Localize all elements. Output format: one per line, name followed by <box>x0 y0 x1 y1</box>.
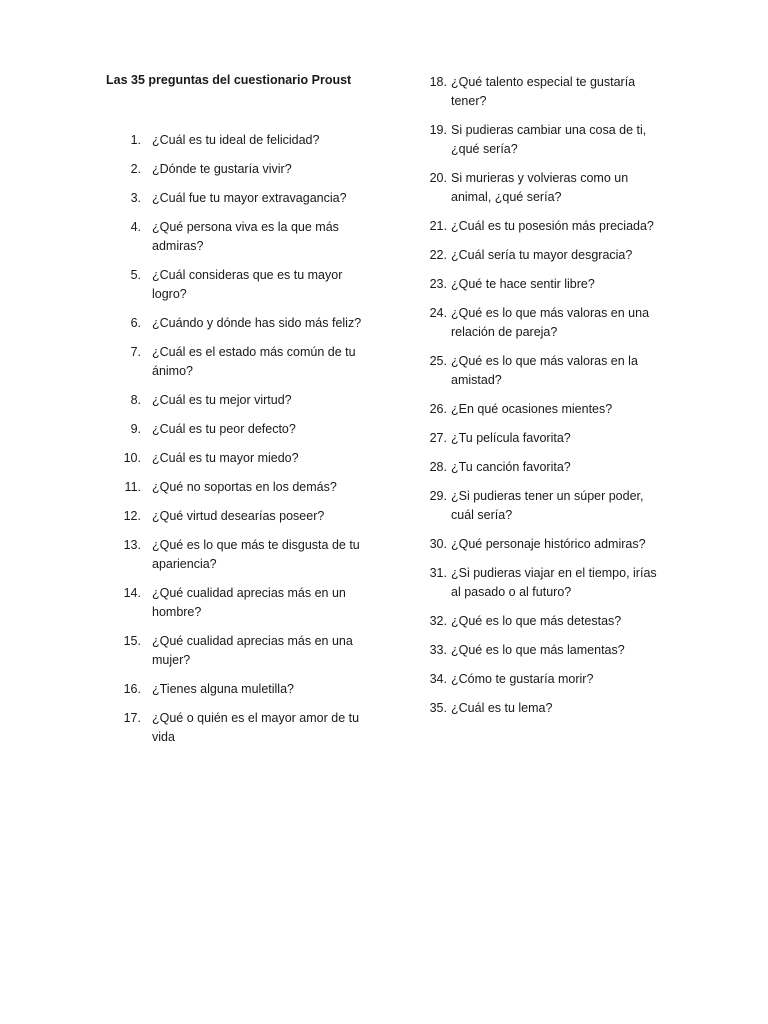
question-item <box>421 217 666 236</box>
question-item <box>121 218 366 256</box>
question-item <box>121 343 366 381</box>
question-text: ¿Qué es lo que más valoras en la amistad? <box>451 354 638 387</box>
document-title: Las 35 preguntas del cuestionario Proust <box>106 73 352 87</box>
question-text: ¿Si pudieras viajar en el tiempo, irías al pasado o al futuro? <box>451 566 657 599</box>
question-item <box>421 641 666 660</box>
question-text: ¿Qué personaje histórico admiras? <box>451 537 646 551</box>
question-item <box>121 314 366 333</box>
question-item <box>121 131 366 150</box>
question-text: ¿Cuál sería tu mayor desgracia? <box>451 248 633 262</box>
question-number: 18. <box>429 75 447 89</box>
question-number: 10. <box>123 451 141 465</box>
question-text: ¿Cuál es tu posesión más preciada? <box>451 219 654 233</box>
question-text: ¿Cuál es tu peor defecto? <box>152 422 296 436</box>
question-item <box>121 189 366 208</box>
question-number: 35. <box>429 701 447 715</box>
question-item <box>121 266 366 304</box>
question-number: 21. <box>429 219 447 233</box>
question-item <box>421 429 666 448</box>
question-list-left <box>121 131 366 757</box>
question-item <box>421 275 666 294</box>
question-item <box>421 169 666 207</box>
question-item <box>121 584 366 622</box>
question-number: 32. <box>429 614 447 628</box>
question-item <box>121 478 366 497</box>
question-item <box>421 400 666 419</box>
question-text: ¿Qué cualidad aprecias más en una mujer? <box>152 634 353 667</box>
question-text: ¿Tu canción favorita? <box>451 460 571 474</box>
question-item <box>421 699 666 718</box>
question-number: 29. <box>429 489 447 503</box>
question-number: 23. <box>429 277 447 291</box>
question-item <box>121 449 366 468</box>
question-item <box>421 612 666 631</box>
question-item <box>421 121 666 159</box>
question-item <box>421 352 666 390</box>
question-number: 30. <box>429 537 447 551</box>
question-number: 3. <box>130 191 141 205</box>
question-number: 1. <box>130 133 141 147</box>
question-text: ¿Dónde te gustaría vivir? <box>152 162 292 176</box>
question-number: 28. <box>429 460 447 474</box>
question-number: 22. <box>429 248 447 262</box>
question-number: 24. <box>429 306 447 320</box>
question-item <box>121 536 366 574</box>
question-text: ¿Qué es lo que más valoras en una relación de pareja? <box>451 306 650 339</box>
question-number: 4. <box>130 220 141 234</box>
question-text: ¿Cómo te gustaría morir? <box>451 672 594 686</box>
question-text: ¿Cuándo y dónde has sido más feliz? <box>152 316 362 330</box>
question-item <box>121 391 366 410</box>
question-text: ¿Cuál es tu lema? <box>451 701 553 715</box>
question-text: ¿Qué es lo que más lamentas? <box>451 643 625 657</box>
question-number: 13. <box>123 538 141 552</box>
question-text: ¿Cuál es tu mayor miedo? <box>152 451 299 465</box>
question-text: ¿Cuál es el estado más común de tu ánimo? <box>152 345 356 378</box>
question-text: ¿Qué virtud desearías poseer? <box>152 509 325 523</box>
question-item <box>121 420 366 439</box>
question-number: 8. <box>130 393 141 407</box>
question-text: ¿Qué no soportas en los demás? <box>152 480 337 494</box>
question-text: ¿Tu película favorita? <box>451 431 571 445</box>
question-text: ¿Qué es lo que más te disgusta de tu apariencia? <box>152 538 360 571</box>
question-number: 2. <box>130 162 141 176</box>
question-number: 20. <box>429 171 447 185</box>
question-number: 15. <box>123 634 141 648</box>
question-item <box>421 564 666 602</box>
question-number: 31. <box>429 566 447 580</box>
question-number: 25. <box>429 354 447 368</box>
question-text: Si murieras y volvieras como un animal, ¿qué sería? <box>451 171 629 204</box>
question-text: ¿Qué talento especial te gustaría tener? <box>451 75 636 108</box>
question-number: 7. <box>130 345 141 359</box>
question-number: 11. <box>124 480 141 494</box>
question-text: ¿Tienes alguna muletilla? <box>152 682 294 696</box>
question-number: 17. <box>123 711 141 725</box>
question-item <box>121 709 366 747</box>
question-number: 34. <box>429 672 447 686</box>
question-item <box>121 632 366 670</box>
question-item <box>121 160 366 179</box>
question-text: ¿Cuál consideras que es tu mayor logro? <box>152 268 343 301</box>
question-number: 14. <box>123 586 141 600</box>
question-number: 27. <box>429 431 447 445</box>
question-number: 26. <box>429 402 447 416</box>
question-text: ¿Qué es lo que más detestas? <box>451 614 622 628</box>
question-text: Si pudieras cambiar una cosa de ti, ¿qué sería? <box>451 123 647 156</box>
question-number: 6. <box>130 316 141 330</box>
question-list-right <box>421 73 666 728</box>
question-item <box>421 487 666 525</box>
question-number: 16. <box>123 682 141 696</box>
question-text: ¿Cuál es tu mejor virtud? <box>152 393 292 407</box>
question-number: 33. <box>429 643 447 657</box>
question-item <box>121 680 366 699</box>
question-item <box>421 458 666 477</box>
question-number: 19. <box>429 123 447 137</box>
question-number: 12. <box>123 509 141 523</box>
question-text: ¿Cuál fue tu mayor extravagancia? <box>152 191 347 205</box>
question-text: ¿Qué te hace sentir libre? <box>451 277 595 291</box>
question-text: ¿Qué persona viva es la que más admiras? <box>152 220 339 253</box>
question-text: ¿Si pudieras tener un súper poder, cuál sería? <box>451 489 644 522</box>
question-text: ¿Cuál es tu ideal de felicidad? <box>152 133 320 147</box>
question-number: 5. <box>130 268 141 282</box>
question-item <box>121 507 366 526</box>
question-item <box>421 535 666 554</box>
question-item <box>421 670 666 689</box>
question-item <box>421 73 666 111</box>
question-text: ¿En qué ocasiones mientes? <box>451 402 613 416</box>
question-item <box>421 304 666 342</box>
question-text: ¿Qué cualidad aprecias más en un hombre? <box>152 586 346 619</box>
question-number: 9. <box>130 422 141 436</box>
question-item <box>421 246 666 265</box>
question-text: ¿Qué o quién es el mayor amor de tu vida <box>152 711 360 744</box>
